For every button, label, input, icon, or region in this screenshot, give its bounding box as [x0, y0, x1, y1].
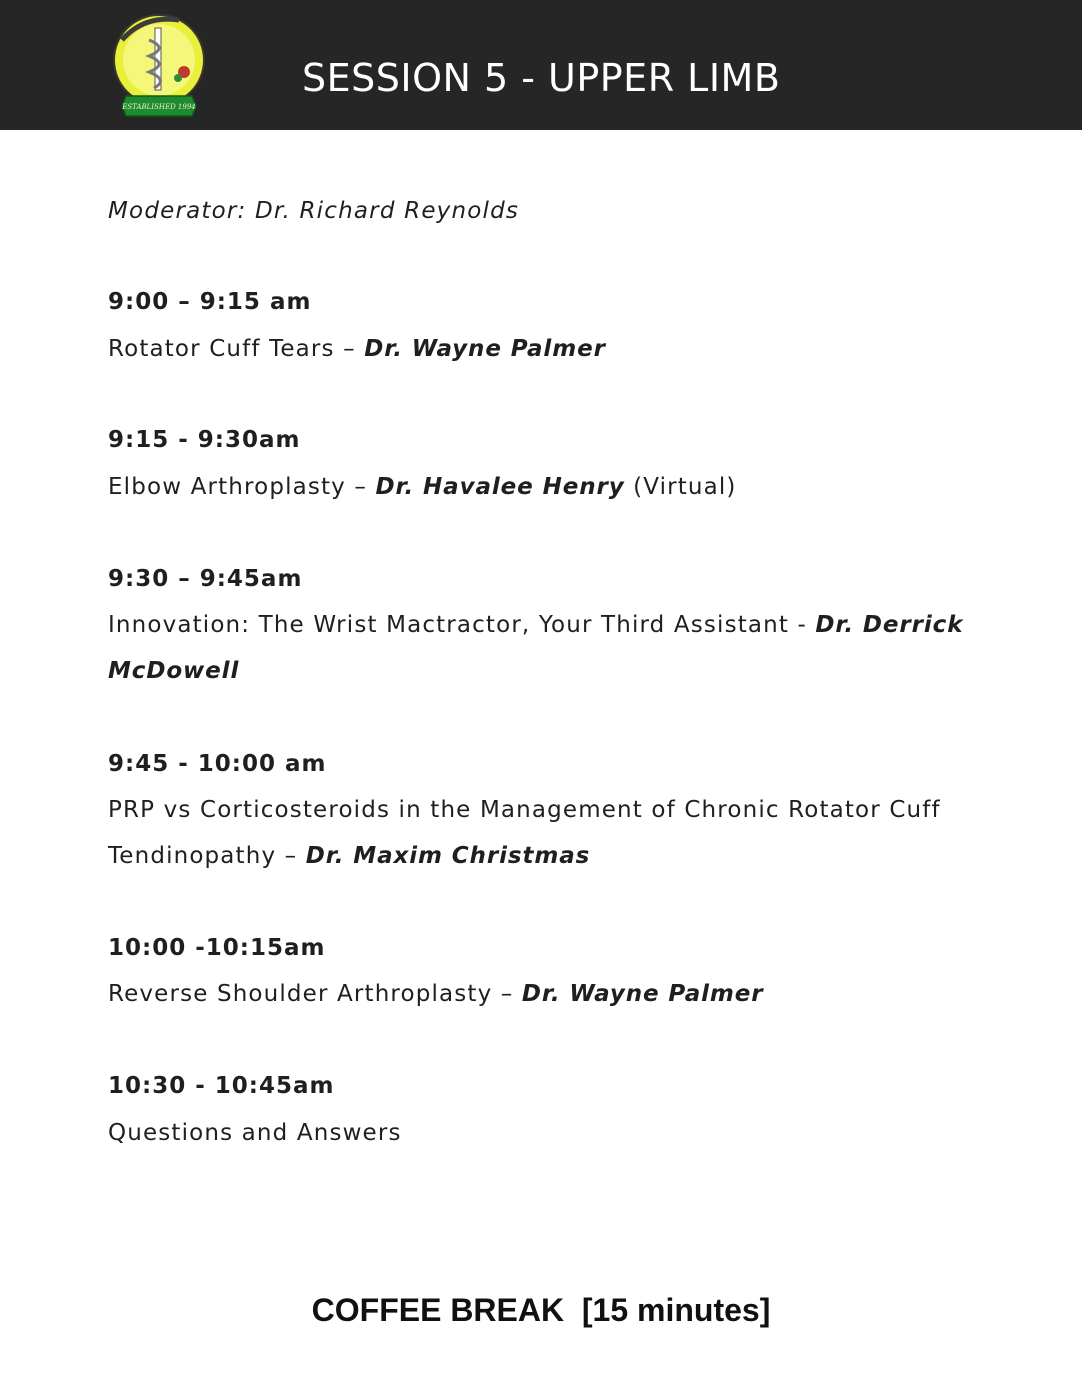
- session-speaker: Dr. Havalee Henry: [375, 474, 625, 500]
- coffee-break-banner: COFFEE BREAK [15 minutes]: [311, 1292, 771, 1328]
- session-line-continued: [108, 655, 239, 687]
- society-logo: [104, 10, 214, 130]
- session-speaker-continued: McDowell: [108, 658, 240, 684]
- session-time: 9:00 – 9:15 am: [108, 289, 312, 315]
- logo-established-text: ESTABLISHED 1994: [122, 103, 196, 111]
- session-time: 10:00 -10:15am: [108, 935, 326, 961]
- page-title: SESSION 5 - UPPER LIMB: [302, 56, 781, 100]
- session-time: 10:30 - 10:45am: [108, 1073, 335, 1099]
- session-speaker: Dr. Maxim Christmas: [305, 843, 591, 869]
- session-time: 9:15 - 9:30am: [108, 427, 301, 453]
- session-speaker: Dr. Wayne Palmer: [521, 981, 764, 1007]
- session-line: [108, 609, 963, 641]
- session-time: 9:45 - 10:00 am: [108, 751, 327, 777]
- session-line: [108, 978, 764, 1010]
- session-line: [108, 333, 606, 365]
- session-speaker: Dr. Wayne Palmer: [364, 336, 606, 362]
- session-time: 9:30 – 9:45am: [108, 566, 303, 592]
- session-note: (Virtual): [624, 474, 737, 500]
- session-speaker: Dr. Derrick: [815, 612, 964, 638]
- session-line: [108, 471, 737, 503]
- header-bar: [0, 0, 1082, 130]
- session-topic-continued: Tendinopathy –: [108, 843, 306, 869]
- moderator-line: Moderator: Dr. Richard Reynolds: [108, 198, 520, 224]
- session-topic: PRP vs Corticosteroids in the Management of Chronic Rotator Cuff: [108, 797, 941, 823]
- session-topic: Reverse Shoulder Arthroplasty –: [108, 981, 522, 1007]
- session-topic: Innovation: The Wrist Mactractor, Your Third Assistant -: [108, 612, 816, 638]
- session-topic: Elbow Arthroplasty –: [108, 474, 376, 500]
- session-line-continued: [108, 840, 590, 872]
- session-topic: Questions and Answers: [108, 1120, 402, 1146]
- session-topic: Rotator Cuff Tears –: [108, 336, 365, 362]
